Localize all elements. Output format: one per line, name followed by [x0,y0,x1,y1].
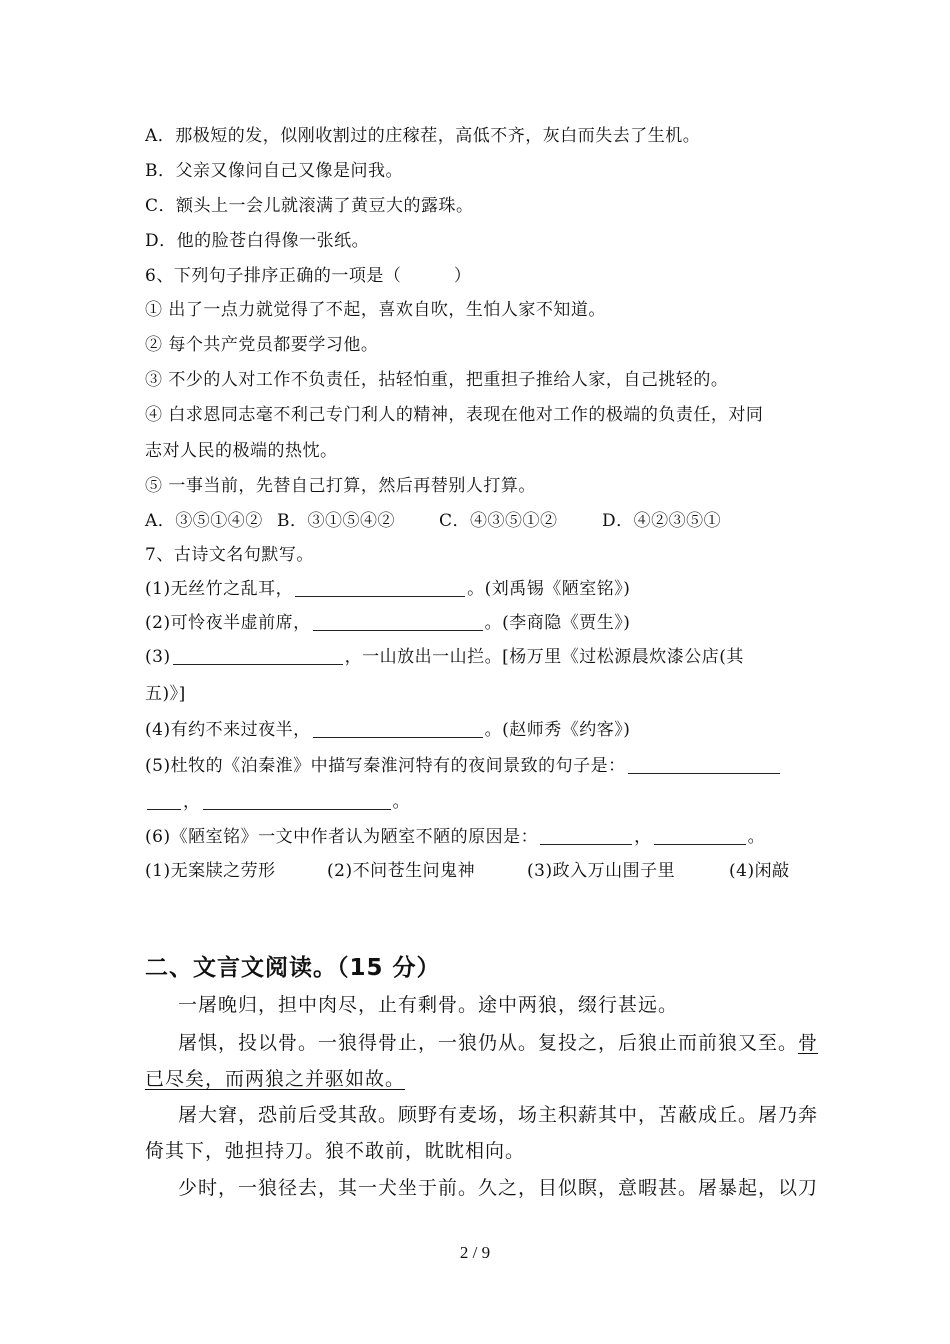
q7-item-1-text: (1)无丝竹之乱耳， [145,579,294,599]
choice-2: (2)不问苍生问鬼神 [327,861,476,881]
q7-item-5 [145,751,782,776]
answer-blank[interactable] [540,827,632,845]
answer-blank[interactable] [654,827,746,845]
q7-item-5-cont [145,787,410,812]
answer-blank[interactable] [173,647,343,665]
q6-sentence-5: ⑤ 一事当前，先替自己打算，然后再替别人打算。 [145,476,536,496]
q7-item-3 [145,642,744,667]
underlined-sentence-cont: 已尽矣，而两狼之并驱如故。 [145,1068,406,1090]
comma: ， [183,792,201,812]
q7-item-6-text: (6)《陋室铭》一文中作者认为陋室不陋的原因是： [145,827,539,847]
answer-blank[interactable] [295,579,465,597]
choice-4: (4)闲敲 [729,861,790,881]
q6-stem: 6、下列句子排序正确的一项是（ ） [145,266,472,286]
q7-item-6 [145,822,765,847]
q6-option-c: C．④③⑤①② [439,511,558,531]
q6-option-d: D．④②③⑤① [602,511,722,531]
q7-item-2-source: 。(李商隐《贾生》) [484,613,631,633]
underlined-sentence: 骨 [798,1032,819,1054]
passage-paragraph-3: 屠大窘，恐前后受其敌。顾野有麦场，场主积薪其中，苫蔽成丘。屠乃奔 [178,1104,819,1126]
q5-option-b: B．父亲又像问自己又像是问我。 [145,161,403,181]
q6-option-a: A．③⑤①④② [145,511,263,531]
q7-item-1 [145,574,630,599]
answer-blank[interactable] [147,792,181,810]
choice-3: (3)政入万山围子里 [527,861,676,881]
q7-answer-choices [145,856,790,881]
q7-item-3-cont: 五)》] [145,684,186,704]
comma: ， [634,827,652,847]
q7-item-5-text: (5)杜牧的《泊秦淮》中描写秦淮河特有的夜间景致的句子是： [145,756,626,776]
q6-option-b: B．③①⑤④② [277,511,395,531]
paragraph-2-text: 屠惧，投以骨。一狼得骨止，一狼仍从。复投之，后狼止而前狼又至。 [178,1032,799,1054]
q6-options [145,506,721,531]
q7-item-2-text: (2)可怜夜半虚前席， [145,613,311,633]
period: 。 [747,827,766,847]
q7-item-4 [145,715,630,740]
q7-item-3-text: ，一山放出一山拦。[杨万里《过松源晨炊漆公店(其 [344,647,744,667]
answer-blank[interactable] [313,613,483,631]
q6-sentence-2: ② 每个共产党员都要学习他。 [145,335,379,355]
period: 。 [392,792,410,812]
q5-option-d: D．他的脸苍白得像一张纸。 [145,231,370,251]
q5-option-c: C．额头上一会儿就滚满了黄豆大的露珠。 [145,196,474,216]
q6-sentence-3: ③ 不少的人对工作不负责任，拈轻怕重，把重担子推给人家，自己挑轻的。 [145,370,729,390]
section-heading: 二、文言文阅读。（15 分） [145,955,441,981]
choice-1: (1)无案牍之劳形 [145,861,276,881]
q6-sentence-4-cont: 志对人民的极端的热忱。 [145,441,338,461]
passage-paragraph-2 [178,1028,818,1055]
q7-item-1-source: 。(刘禹锡《陋室铭》) [467,579,631,599]
q5-option-a: A．那极短的发，似刚收割过的庄稼茬，高低不齐，灰白而失去了生机。 [145,126,701,146]
q7-item-2 [145,608,630,633]
answer-blank[interactable] [313,720,483,738]
answer-blank[interactable] [628,756,780,774]
q7-item-4-text: (4)有约不来过夜半， [145,720,311,740]
q7-stem: 7、古诗文名句默写。 [145,545,314,565]
passage-paragraph-3-cont: 倚其下，弛担持刀。狼不敢前，眈眈相向。 [145,1140,526,1162]
q7-item-3-num: (3) [145,647,171,667]
q6-sentence-4: ④ 白求恩同志毫不利己专门利人的精神，表现在他对工作的极端的负责任，对同 [145,405,764,425]
passage-paragraph-4: 少时，一狼径去，其一犬坐于前。久之，目似瞑，意暇甚。屠暴起，以刀 [178,1177,819,1199]
answer-blank[interactable] [203,792,391,810]
q7-item-4-source: 。(赵师秀《约客》) [484,720,631,740]
passage-paragraph-1: 一屠晚归，担中肉尽，止有剩骨。途中两狼，缀行甚远。 [178,994,679,1016]
page-number: 2 / 9 [459,1243,491,1262]
q6-sentence-1: ① 出了一点力就觉得了不起，喜欢自吹，生怕人家不知道。 [145,300,606,320]
